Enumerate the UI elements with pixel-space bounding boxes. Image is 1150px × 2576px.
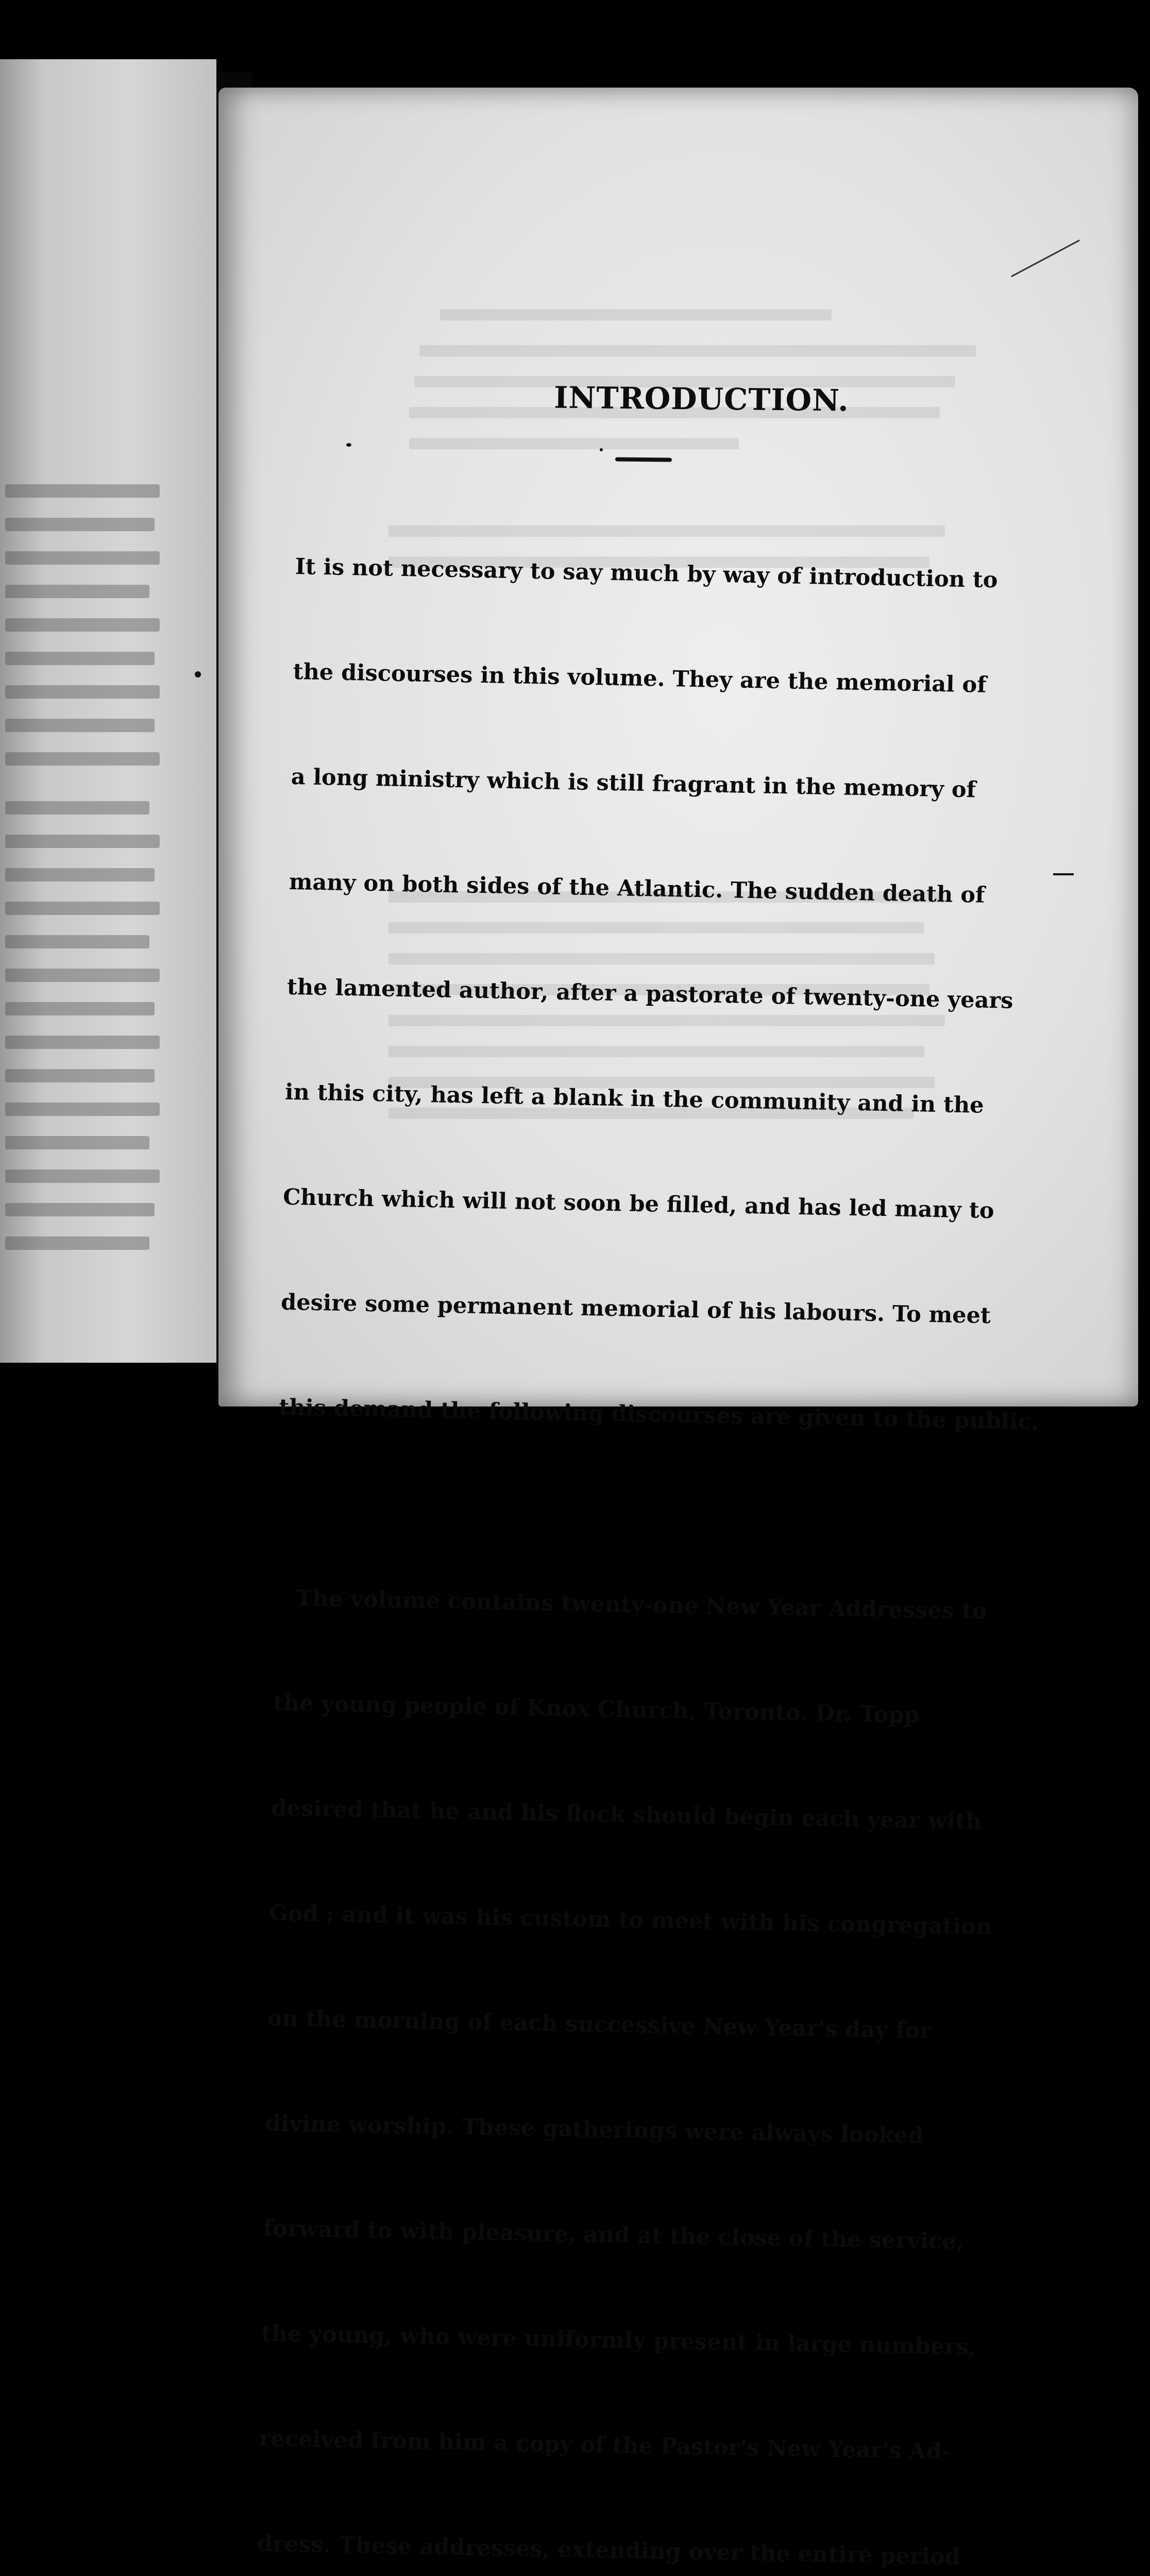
previous-page-bleed	[0, 59, 216, 1363]
text-line: divine worship. These gatherings were always looked	[265, 2110, 924, 2149]
text-line: the discourses in this volume. They are the memorial of	[293, 658, 987, 698]
text-line: the young people of Knox Church, Toronto. Dr. Topp	[273, 1690, 920, 1728]
paragraph-2	[247, 1511, 992, 2576]
text-line: a long ministry which is still fragrant in the memory of	[291, 764, 976, 803]
text-line: in this city, has left a blank in the community and in the	[284, 1079, 985, 1118]
scan-speck	[600, 448, 603, 451]
text-line: God ; and it was his custom to meet with his congregation	[269, 1900, 992, 1940]
text-line: many on both sides of the Atlantic. The sudden death of	[289, 869, 985, 908]
paragraph-1	[277, 479, 1040, 1509]
page-heading: INTRODUCTION.	[553, 380, 850, 418]
body-text	[247, 479, 1040, 2576]
text-line: It is not necessary to say much by way of introduction to	[295, 553, 998, 594]
text-line: received from him a copy of the Pastor's New Year's Ad-	[259, 2426, 952, 2465]
heading-rule	[615, 457, 672, 462]
scan-speck	[346, 443, 351, 447]
text-line: desire some permanent memorial of his labours. To meet	[280, 1289, 991, 1329]
previous-page-edge	[0, 59, 216, 1363]
text-line: this demand the following discourses are given to the public.	[278, 1394, 1040, 1435]
text-line: forward to with pleasure, and at the close of the service,	[263, 2215, 965, 2255]
text-line: dress. These addresses, extending over the entire period	[257, 2531, 961, 2570]
text-line: Church which will not soon be filled, and has led many to	[282, 1184, 994, 1224]
scan-speck	[195, 671, 201, 677]
scan-mark	[1053, 873, 1074, 875]
book-page	[218, 88, 1138, 2570]
text-line: desired that he and his flock should begin each year with	[270, 1795, 982, 1835]
text-line: The volume contains twenty-one New Year Addresses to	[295, 1585, 987, 1625]
text-line: the lamented author, after a pastorate of twenty-one years	[286, 974, 1013, 1014]
text-line: on the morning of each successive New Year's day for	[267, 2005, 932, 2044]
text-line: the young, who were uniformly present in large numbers,	[261, 2320, 977, 2360]
